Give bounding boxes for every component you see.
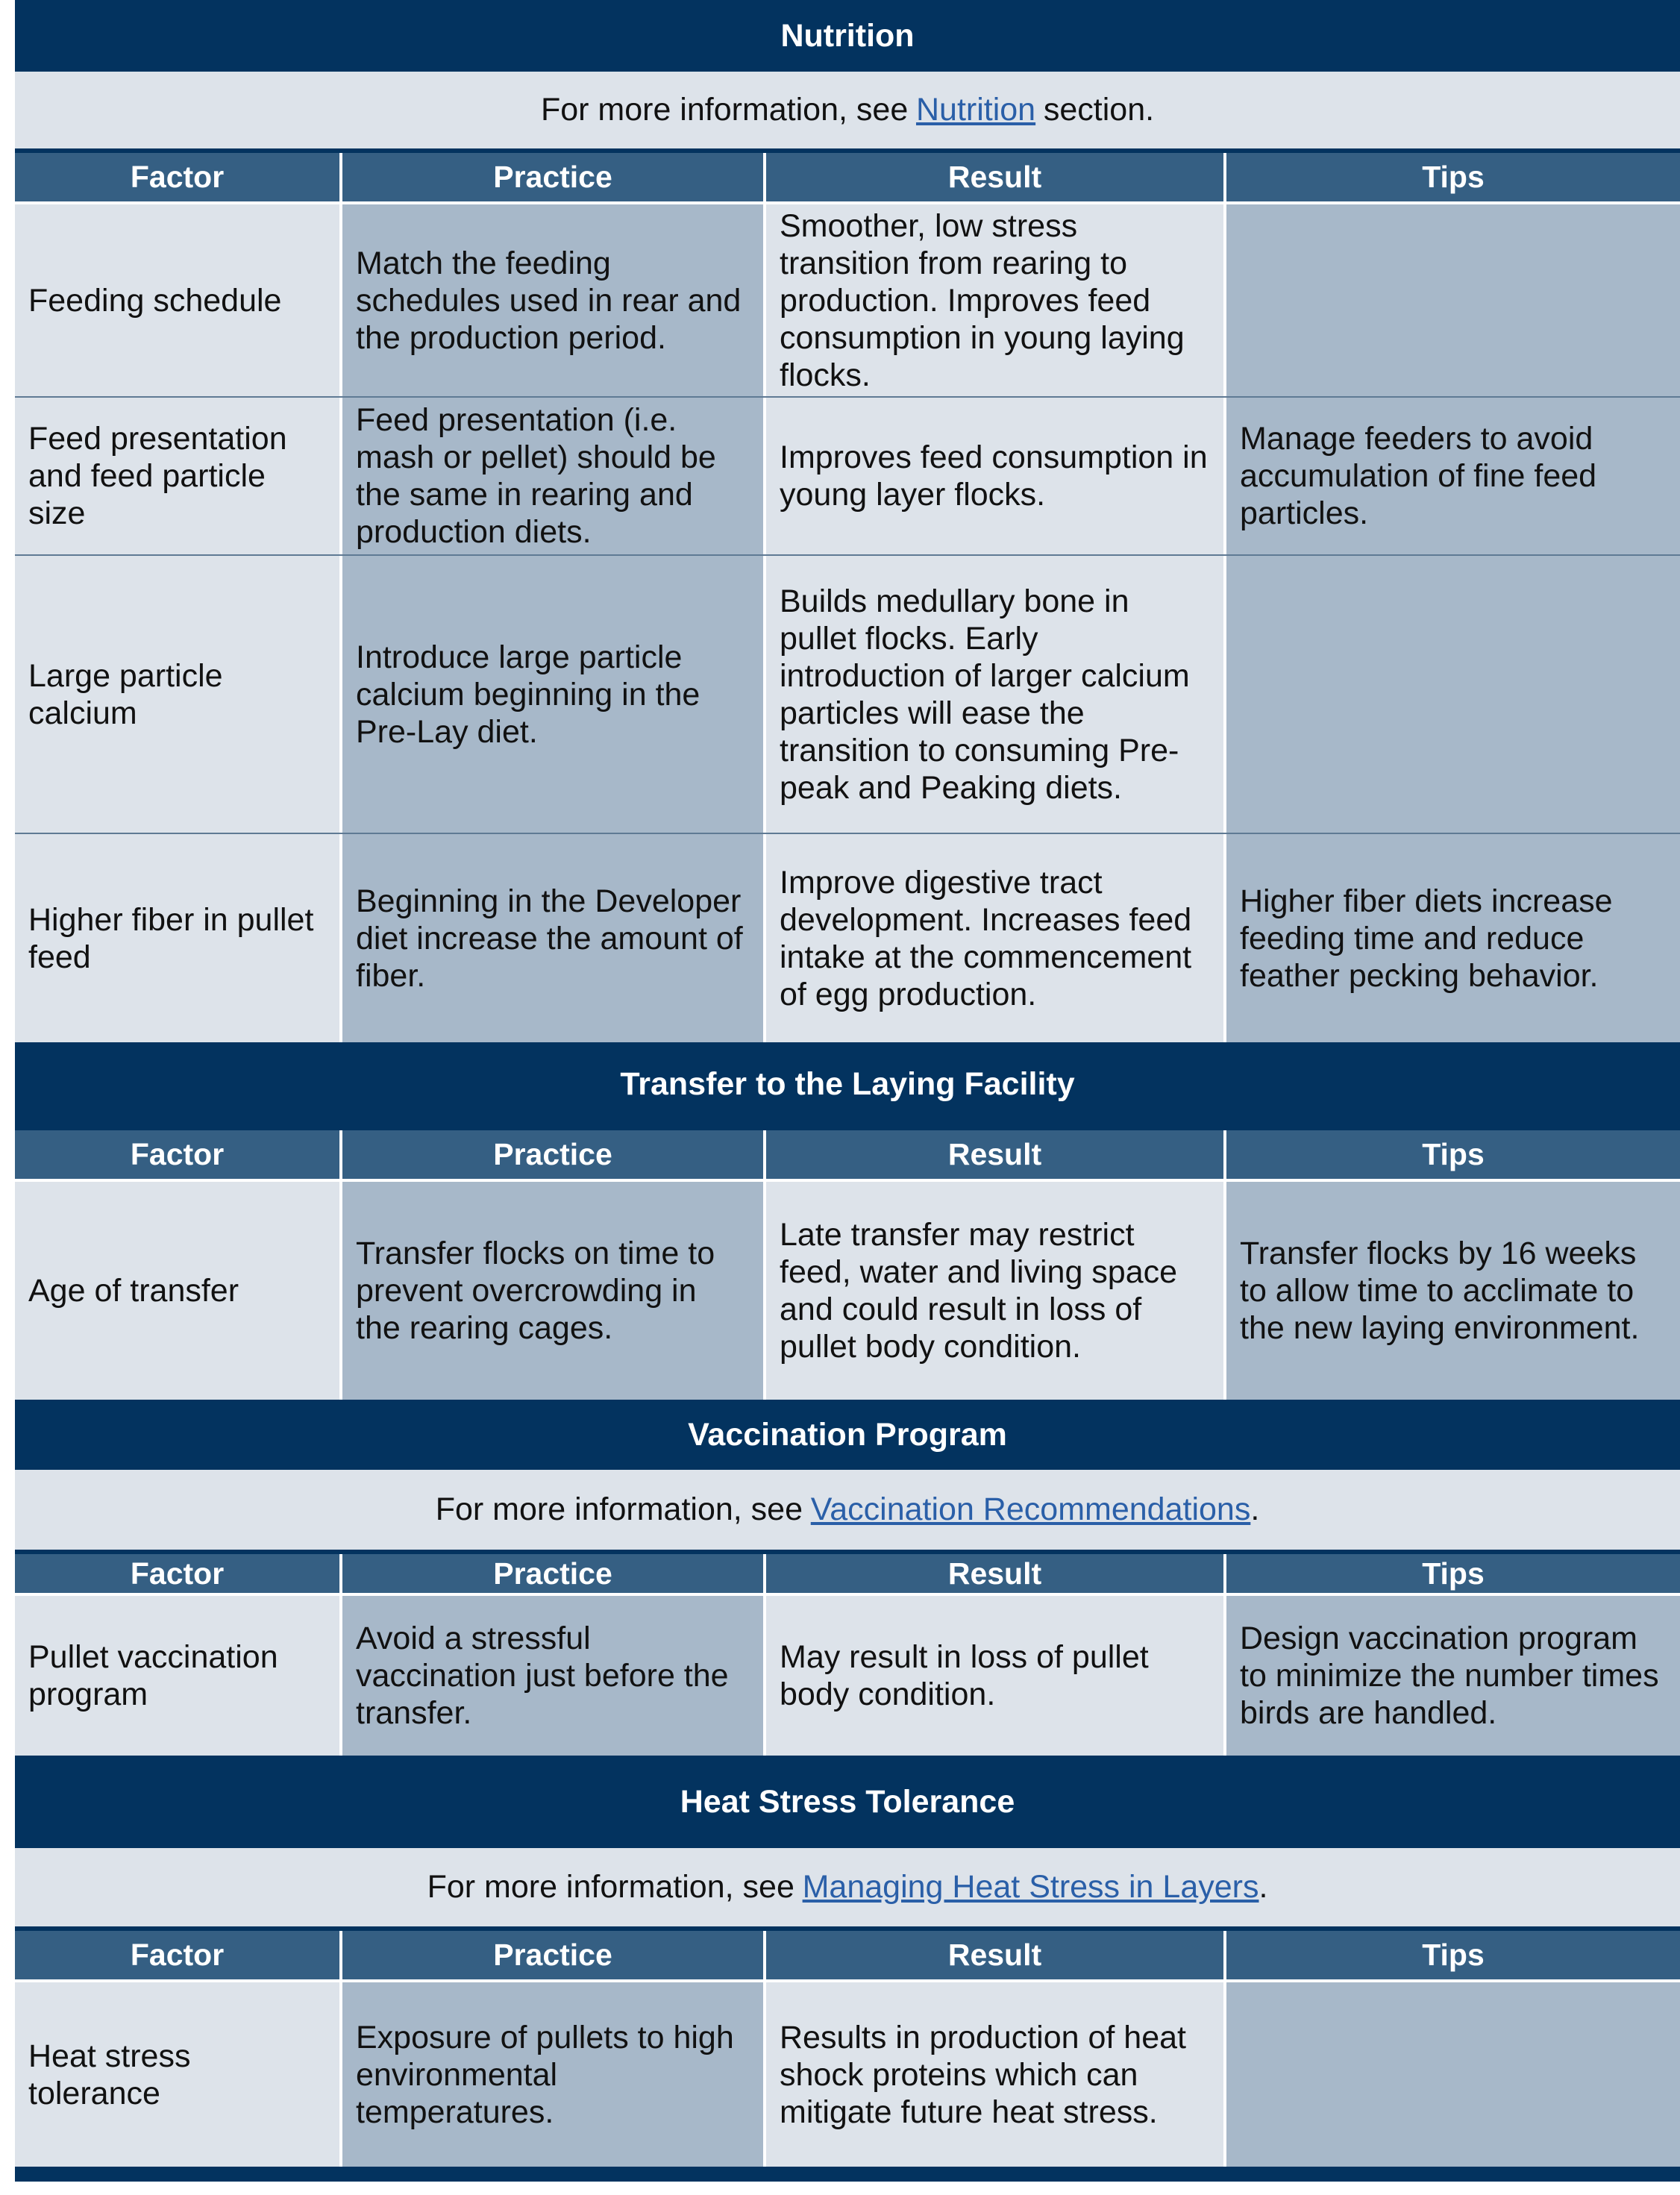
result-cell: Improve digestive tract development. Increases feed intake at the commencement of egg production. [763,834,1223,1042]
section-title-vaccination: Vaccination Program [15,1400,1680,1470]
table-bottom-border [15,2167,1680,2182]
column-header-factor: Factor [130,1938,225,1972]
factor-cell: Pullet vaccination program [15,1596,339,1756]
practice-cell: Beginning in the Developer diet increase the amount of fiber. [339,834,763,1042]
tips-cell: Design vaccination program to minimize the number times birds are handled. [1223,1596,1680,1756]
table-row [15,1182,1680,1400]
info-line-heat-stress [15,1848,1680,1926]
factor-cell: Heat stress tolerance [15,1982,339,2167]
practice-cell: Exposure of pullets to high environmental temperatures. [339,1982,763,2167]
result-cell: Improves feed consumption in young layer flocks. [763,398,1223,554]
info-suffix: section. [1043,92,1155,128]
practice-cell: Introduce large particle calcium beginning in the Pre-Lay diet. [339,556,763,833]
column-header-practice: Practice [339,153,763,201]
tips-cell [1223,1982,1680,2167]
vaccination-recommendations-link[interactable]: Vaccination Recommendations [810,1491,1251,1527]
tips-cell: Manage feeders to avoid accumulation of fine feed particles. [1223,398,1680,554]
section-title-heat-stress: Heat Stress Tolerance [15,1756,1680,1848]
column-header-factor: Factor [130,1137,225,1171]
section-title-transfer: Transfer to the Laying Facility [15,1042,1680,1126]
column-header-tips: Tips [1223,153,1680,201]
info-suffix: . [1250,1491,1260,1527]
result-cell: Late transfer may restrict feed, water and living space and could result in loss of pullet body condition. [763,1182,1223,1400]
tips-cell [1223,204,1680,396]
factor-cell: Feed presentation and feed particle size [15,398,339,554]
column-header-factor: Factor [130,1556,225,1591]
result-cell: Results in production of heat shock proteins which can mitigate future heat stress. [763,1982,1223,2167]
column-header-row [15,153,1680,201]
column-header-practice: Practice [339,1931,763,1979]
column-header-practice: Practice [339,1554,763,1593]
info-line-nutrition [15,72,1680,148]
tips-cell: Higher fiber diets increase feeding time and reduce feather pecking behavior. [1223,834,1680,1042]
table-row [15,204,1680,396]
section-title-nutrition: Nutrition [15,0,1680,72]
practices-table [15,0,1680,2182]
column-header-row [15,1931,1680,1979]
practice-cell: Match the feeding schedules used in rear and the production period. [339,204,763,396]
result-cell: Builds medullary bone in pullet flocks. Early introduction of larger calcium particles will ease the transition to consuming Pre-peak and Peaking diets. [763,556,1223,833]
tips-cell: Transfer flocks by 16 weeks to allow time to acclimate to the new laying environment. [1223,1182,1680,1400]
column-header-row [15,1130,1680,1179]
column-header-tips: Tips [1223,1931,1680,1979]
info-prefix: For more information, see [540,92,909,128]
column-header-result: Result [763,153,1223,201]
column-header-tips: Tips [1223,1130,1680,1179]
managing-heat-stress-link[interactable]: Managing Heat Stress in Layers [802,1869,1259,1905]
tips-cell [1223,556,1680,833]
factor-cell: Large particle calcium [15,556,339,833]
table-row [15,398,1680,554]
table-row [15,1596,1680,1756]
result-cell: May result in loss of pullet body condition. [763,1596,1223,1756]
practice-cell: Transfer flocks on time to prevent overcrowding in the rearing cages. [339,1182,763,1400]
table-row [15,556,1680,833]
column-header-factor: Factor [130,160,225,194]
practice-cell: Feed presentation (i.e. mash or pellet) should be the same in rearing and production diets. [339,398,763,554]
factor-cell: Age of transfer [15,1182,339,1400]
table-row [15,834,1680,1042]
info-line-vaccination [15,1470,1680,1550]
nutrition-link[interactable]: Nutrition [915,92,1036,128]
practice-cell: Avoid a stressful vaccination just before the transfer. [339,1596,763,1756]
info-prefix: For more information, see [435,1491,803,1527]
column-header-result: Result [763,1130,1223,1179]
table-row [15,1982,1680,2167]
result-cell: Smoother, low stress transition from rearing to production. Improves feed consumption in young laying flocks. [763,204,1223,396]
column-header-row [15,1554,1680,1593]
factor-cell: Higher fiber in pullet feed [15,834,339,1042]
factor-cell: Feeding schedule [15,204,339,396]
column-header-result: Result [763,1931,1223,1979]
info-suffix: . [1259,1869,1268,1905]
column-header-tips: Tips [1223,1554,1680,1593]
column-header-result: Result [763,1554,1223,1593]
info-prefix: For more information, see [427,1869,794,1905]
column-header-practice: Practice [339,1130,763,1179]
